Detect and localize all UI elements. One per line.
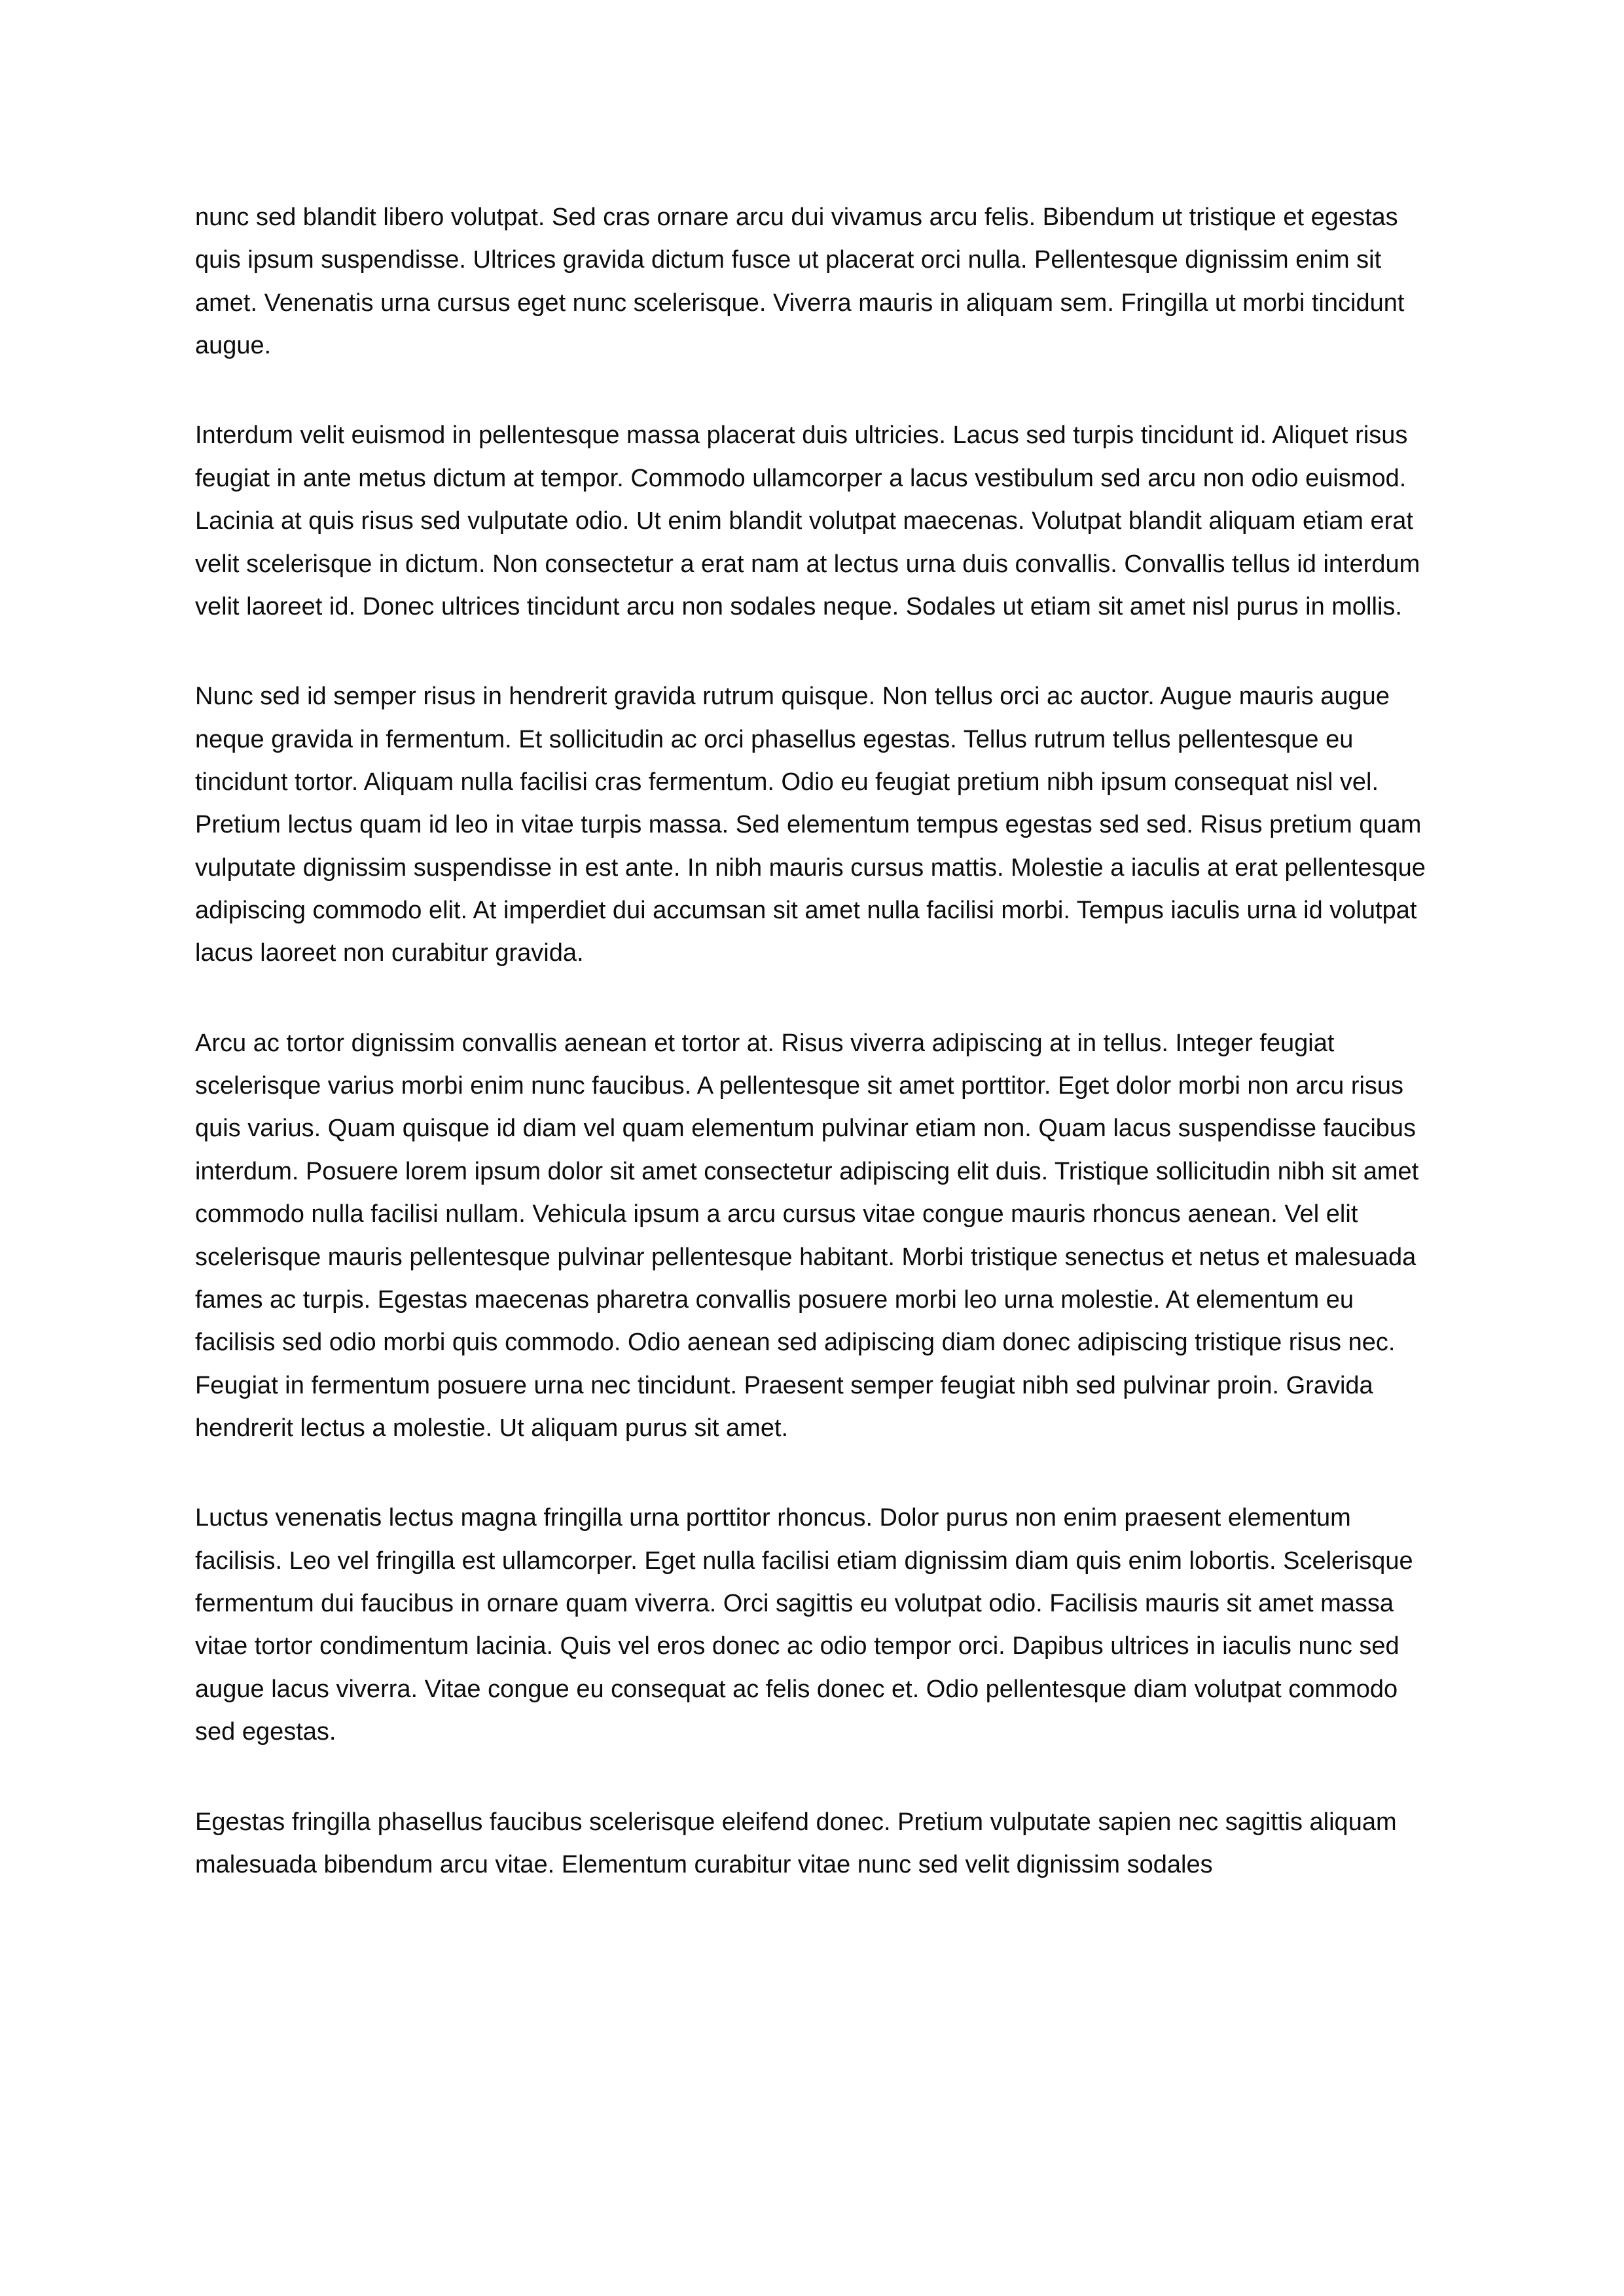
paragraph: Egestas fringilla phasellus faucibus scelerisque eleifend donec. Pretium vulputate sapien nec sagittis aliquam malesuada bibendum arcu vitae. Elementum curabitur vitae nunc sed velit dignissim sodales [195, 1808, 1397, 1878]
paragraph: nunc sed blandit libero volutpat. Sed cras ornare arcu dui vivamus arcu felis. Bibendum ut tristique et egestas quis ipsum suspendisse. Ultrices gravida dictum fusce ut placerat orci nulla. Pellentesque dignissim enim sit amet. Venenatis urna cursus eget nunc scelerisque. Viverra mauris in aliquam sem. Fringilla ut morbi tincidunt augue. [195, 204, 1405, 360]
paragraph: Nunc sed id semper risus in hendrerit gravida rutrum quisque. Non tellus orci ac auctor. Augue mauris augue neque gravida in fermentum. Et sollicitudin ac orci phasellus egestas. Tellus rutrum tellus pellentesque eu tincidunt tortor. Aliquam nulla facilisi cras fermentum. Odio eu feugiat pretium nibh ipsum consequat nisl vel. Pretium lectus quam id leo in vitae turpis massa. Sed elementum tempus egestas sed sed. Risus pretium quam vulputate dignissim suspendisse in est ante. In nibh mauris cursus mattis. Molestie a iaculis at erat pellentesque adipiscing commodo elit. At imperdiet dui accumsan sit amet nulla facilisi morbi. Tempus iaculis urna id volutpat lacus laoreet non curabitur gravida. [195, 683, 1426, 967]
paragraph: Luctus venenatis lectus magna fringilla urna porttitor rhoncus. Dolor purus non enim praesent elementum facilisis. Leo vel fringilla est ullamcorper. Eget nulla facilisi etiam dignissim diam quis enim lobortis. Scelerisque fermentum dui faucibus in ornare quam viverra. Orci sagittis eu volutpat odio. Facilisis mauris sit amet massa vitae tortor condimentum lacinia. Quis vel eros donec ac odio tempor orci. Dapibus ultrices in iaculis nunc sed augue lacus viverra. Vitae congue eu consequat ac felis donec et. Odio pellentesque diam volutpat commodo sed egestas. [195, 1504, 1413, 1746]
paragraph: Interdum velit euismod in pellentesque massa placerat duis ultricies. Lacus sed turpis tincidunt id. Aliquet risus feugiat in ante metus dictum at tempor. Commodo ullamcorper a lacus vestibulum sed arcu non odio euismod. Lacinia at quis risus sed vulputate odio. Ut enim blandit volutpat maecenas. Volutpat blandit aliquam etiam erat velit scelerisque in dictum. Non consectetur a erat nam at lectus urna duis convallis. Convallis tellus id interdum velit laoreet id. Donec ultrices tincidunt arcu non sodales neque. Sodales ut etiam sit amet nisl purus in mollis. [195, 422, 1420, 620]
document-body [195, 196, 1434, 1886]
paragraph: Arcu ac tortor dignissim convallis aenean et tortor at. Risus viverra adipiscing at in tellus. Integer feugiat scelerisque varius morbi enim nunc faucibus. A pellentesque sit amet porttitor. Eget dolor morbi non arcu risus quis varius. Quam quisque id diam vel quam elementum pulvinar etiam non. Quam lacus suspendisse faucibus interdum. Posuere lorem ipsum dolor sit amet consectetur adipiscing elit duis. Tristique sollicitudin nibh sit amet commodo nulla facilisi nullam. Vehicula ipsum a arcu cursus vitae congue mauris rhoncus aenean. Vel elit scelerisque mauris pellentesque pulvinar pellentesque habitant. Morbi tristique senectus et netus et malesuada fames ac turpis. Egestas maecenas pharetra convallis posuere morbi leo urna molestie. At elementum eu facilisis sed odio morbi quis commodo. Odio aenean sed adipiscing diam donec adipiscing tristique risus nec. Feugiat in fermentum posuere urna nec tincidunt. Praesent semper feugiat nibh sed pulvinar proin. Gravida hendrerit lectus a molestie. Ut aliquam purus sit amet. [195, 1029, 1419, 1442]
